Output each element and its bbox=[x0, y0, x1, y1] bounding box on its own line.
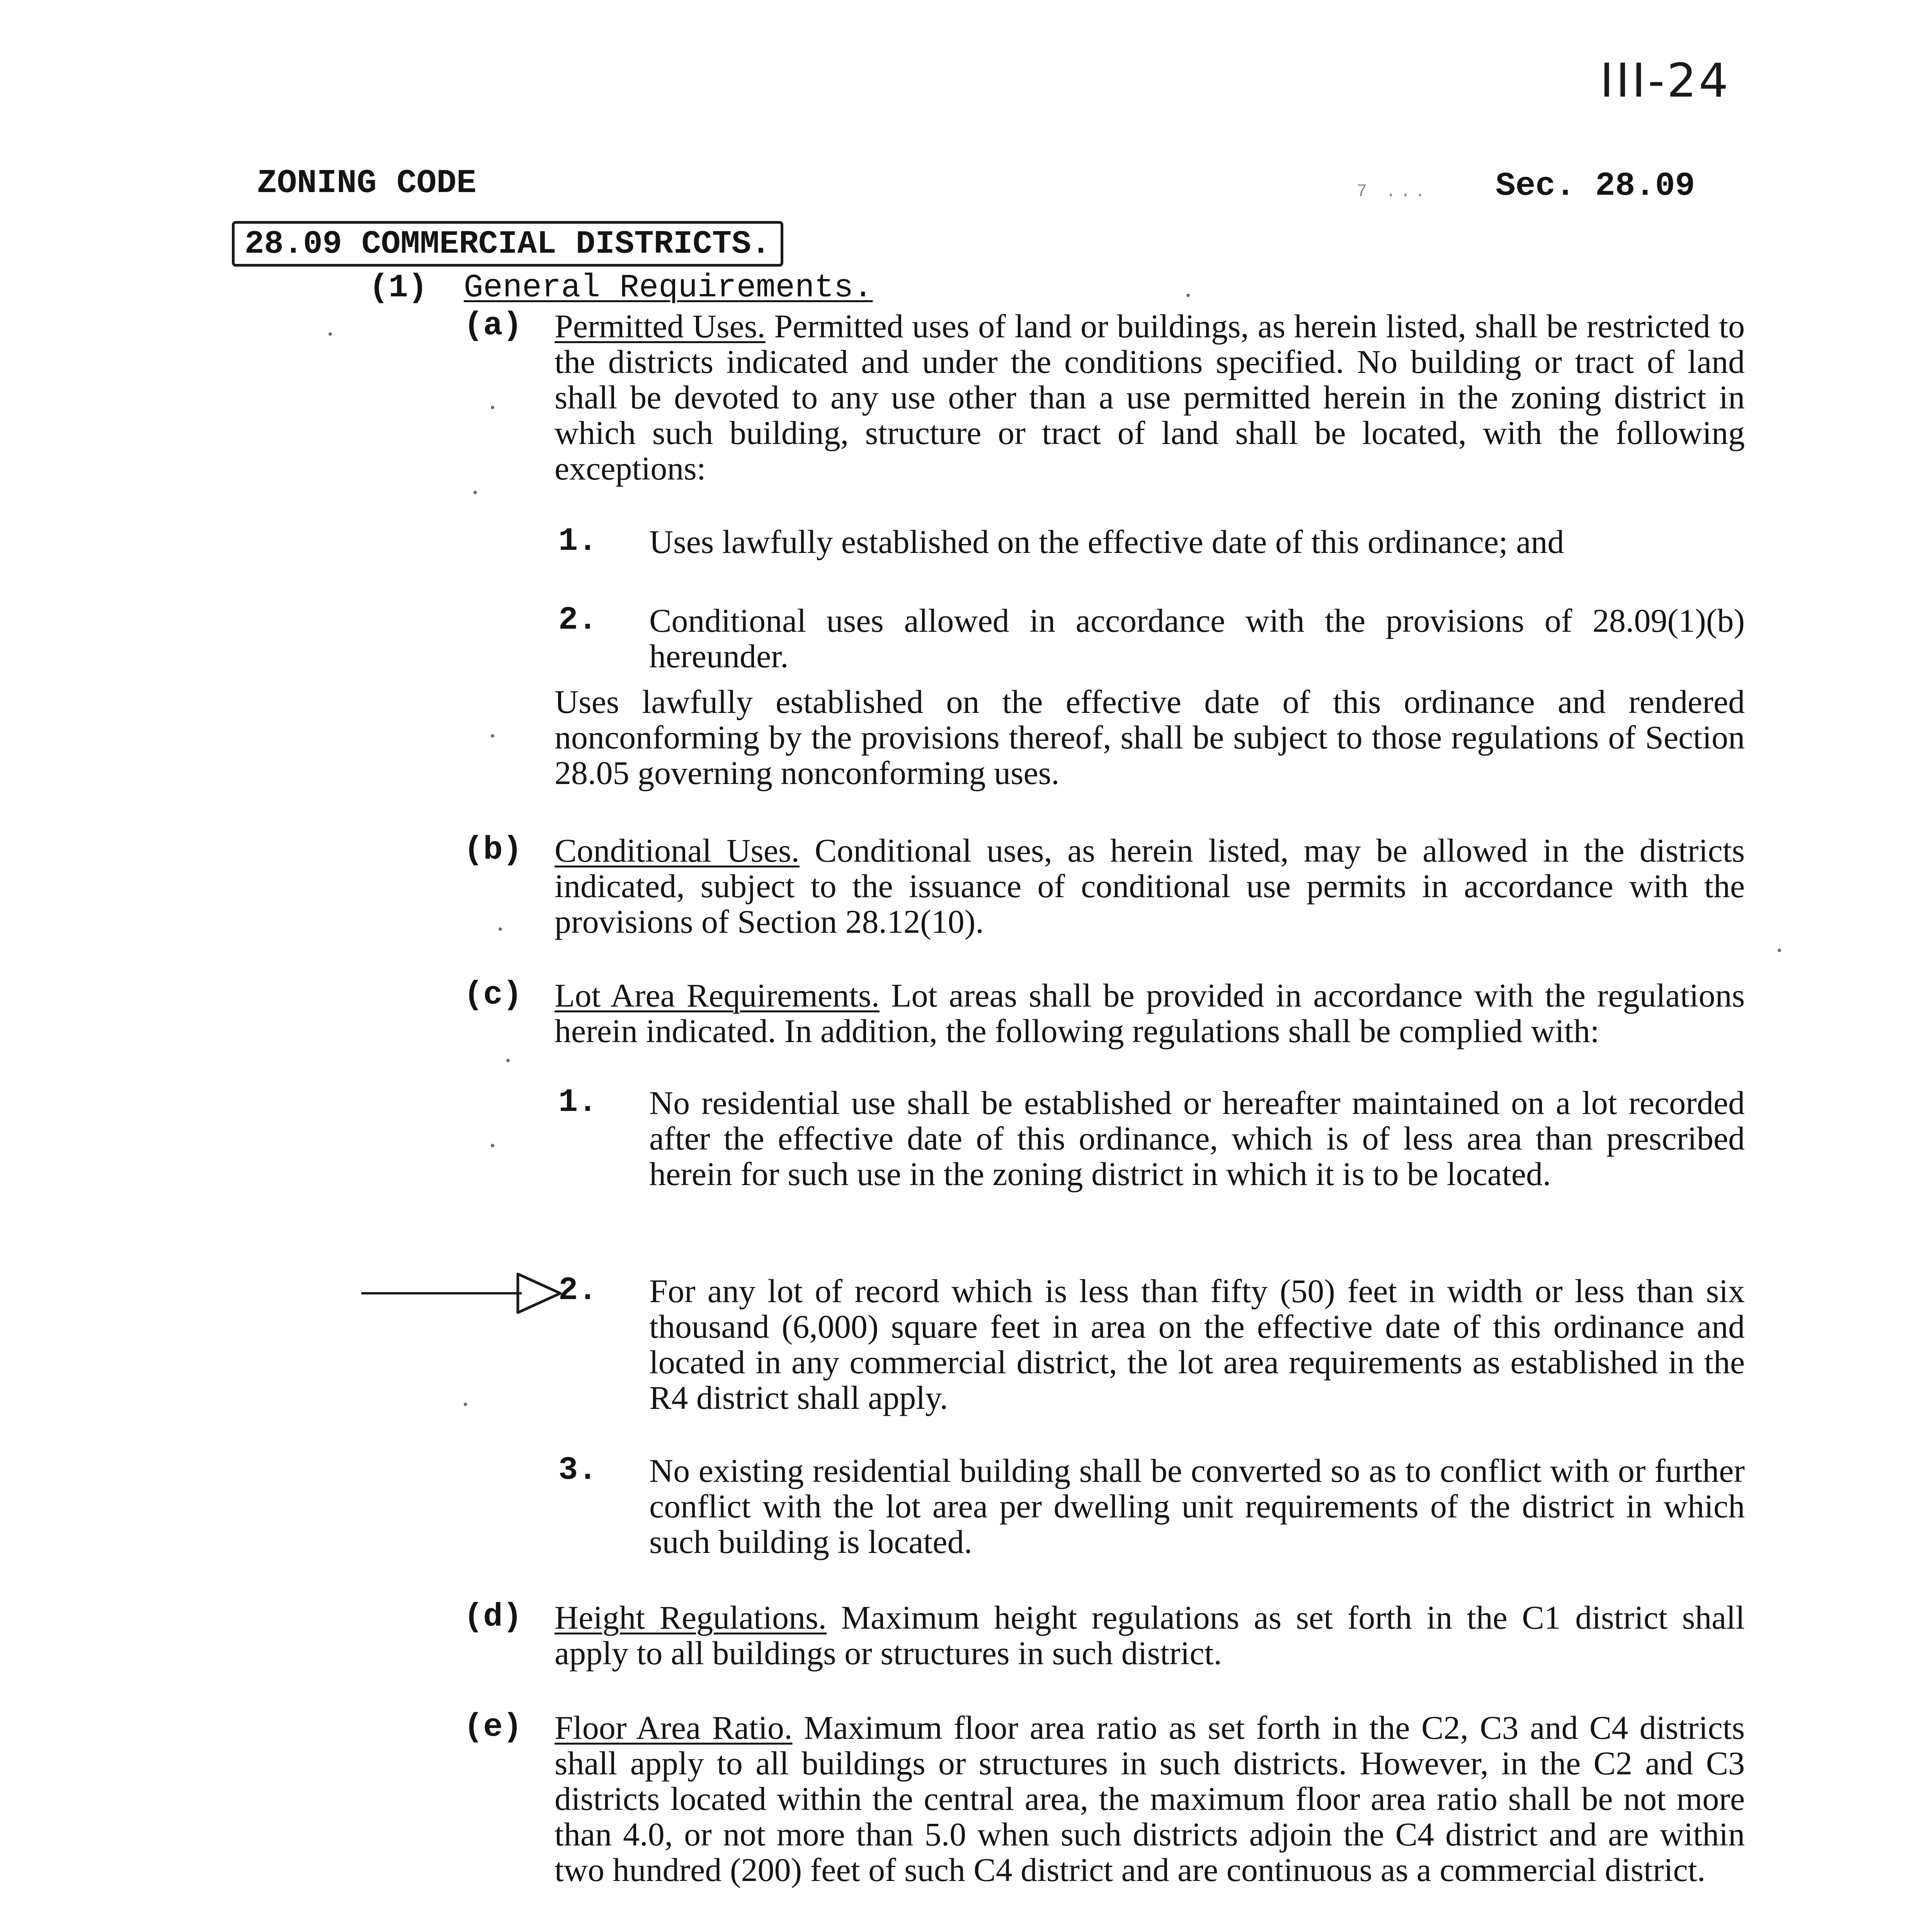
item-c-sub1-number: 1. bbox=[558, 1084, 597, 1121]
scan-speck bbox=[499, 927, 502, 931]
scan-speck bbox=[491, 406, 494, 409]
header-smudge: 7 ... bbox=[1356, 182, 1429, 202]
general-heading: General Requirements. bbox=[464, 270, 873, 306]
item-d-body bbox=[555, 1600, 1745, 1671]
item-a-sub1-number: 1. bbox=[558, 523, 597, 560]
section-title: 28.09 COMMERCIAL DISTRICTS. bbox=[232, 221, 783, 267]
handwritten-page-mark: III-24 bbox=[1600, 54, 1731, 108]
item-a-text: Permitted uses of land or buildings, as herein listed, shall be restricted to the districts indicated and under the conditions specified. No building or tract of land shall be devoted to any use other than a use permitted herein in the zoning district in which such building, structure or tract of land shall be located, with the following exceptions: bbox=[555, 308, 1745, 487]
item-c-heading: Lot Area Requirements. bbox=[555, 977, 880, 1014]
item-c-body bbox=[555, 978, 1745, 1049]
item-a-heading: Permitted Uses. bbox=[555, 308, 766, 345]
item-e-text: Maximum floor area ratio as set forth in the C2, C3 and C4 districts shall apply to all buildings or structures in such districts. However, in the C2 and C3 districts located within the central area, the maximum floor area ratio shall be not more than 4.0, or not more than 5.0 when such districts adjoin the C4 district and are within two hundred (200) feet of such C4 district and are continuous as a commercial district. bbox=[555, 1709, 1745, 1888]
general-number: (1) bbox=[369, 270, 428, 306]
item-d-text: Maximum height regulations as set forth in the C1 district shall apply to all buildings or structures in such district. bbox=[555, 1599, 1745, 1672]
item-b-text: Conditional uses, as herein listed, may be allowed in the districts indicated, subject to the issuance of conditional use permits in accordance with the provisions of Section 28.12(10). bbox=[555, 832, 1745, 940]
item-c-sub2-number: 2. bbox=[558, 1272, 597, 1309]
item-e-heading: Floor Area Ratio. bbox=[555, 1709, 793, 1746]
item-a-sub2-text: Conditional uses allowed in accordance with the provisions of 28.09(1)(b) hereunder. bbox=[649, 602, 1745, 675]
item-c-text: Lot areas shall be provided in accordance with the regulations herein indicated. In addition, the following regulations shall be complied with: bbox=[555, 977, 1745, 1049]
item-b-heading: Conditional Uses. bbox=[555, 832, 800, 869]
item-b-label: (b) bbox=[464, 832, 522, 869]
item-c-sub3-number: 3. bbox=[558, 1452, 597, 1489]
scan-speck bbox=[473, 491, 477, 494]
item-a-after-text: Uses lawfully established on the effective date of this ordinance and rendered nonconforming by the provisions thereof, shall be subject to those regulations of Section 28.05 governing nonconforming uses. bbox=[555, 683, 1745, 791]
item-c-sub2-text: For any lot of record which is less than fifty (50) feet in width or less than six thousand (6,000) square feet in area on the effective date of this ordinance and located in any commercial district, the lot area requirements as established in the R4 district shall apply. bbox=[649, 1272, 1745, 1416]
scan-speck bbox=[1778, 949, 1781, 952]
item-a-label: (a) bbox=[464, 308, 522, 344]
scan-speck bbox=[1186, 294, 1190, 297]
item-c-sub1-text: No residential use shall be established or hereafter maintained on a lot recorded after the effective date of this ordinance, which is of less area than prescribed herein for such use in the zoning district in which it is to be located. bbox=[649, 1084, 1745, 1192]
item-d-heading: Height Regulations. bbox=[555, 1599, 827, 1636]
header-title: ZONING CODE bbox=[257, 164, 476, 202]
item-a-sub2-number: 2. bbox=[558, 602, 597, 639]
item-a-sub1-text: Uses lawfully established on the effective date of this ordinance; and bbox=[649, 523, 1564, 560]
scan-speck bbox=[328, 332, 332, 336]
scan-speck bbox=[491, 734, 494, 738]
item-e-label: (e) bbox=[464, 1709, 522, 1746]
item-c-sub3-text: No existing residential building shall be converted so as to conflict with or further conflict with the lot area per dwelling unit requirements of the district in which such building is located. bbox=[649, 1452, 1745, 1560]
scan-speck bbox=[491, 1144, 494, 1147]
scan-speck bbox=[464, 1403, 467, 1406]
item-c-label: (c) bbox=[464, 977, 522, 1014]
item-a-body bbox=[555, 308, 1745, 486]
scan-speck bbox=[506, 1059, 510, 1062]
item-b-body bbox=[555, 833, 1745, 939]
item-d-label: (d) bbox=[464, 1599, 522, 1636]
item-e-body bbox=[555, 1710, 1745, 1888]
header-section-number: Sec. 28.09 bbox=[1496, 167, 1695, 205]
hand-drawn-arrow-icon bbox=[359, 1269, 576, 1320]
